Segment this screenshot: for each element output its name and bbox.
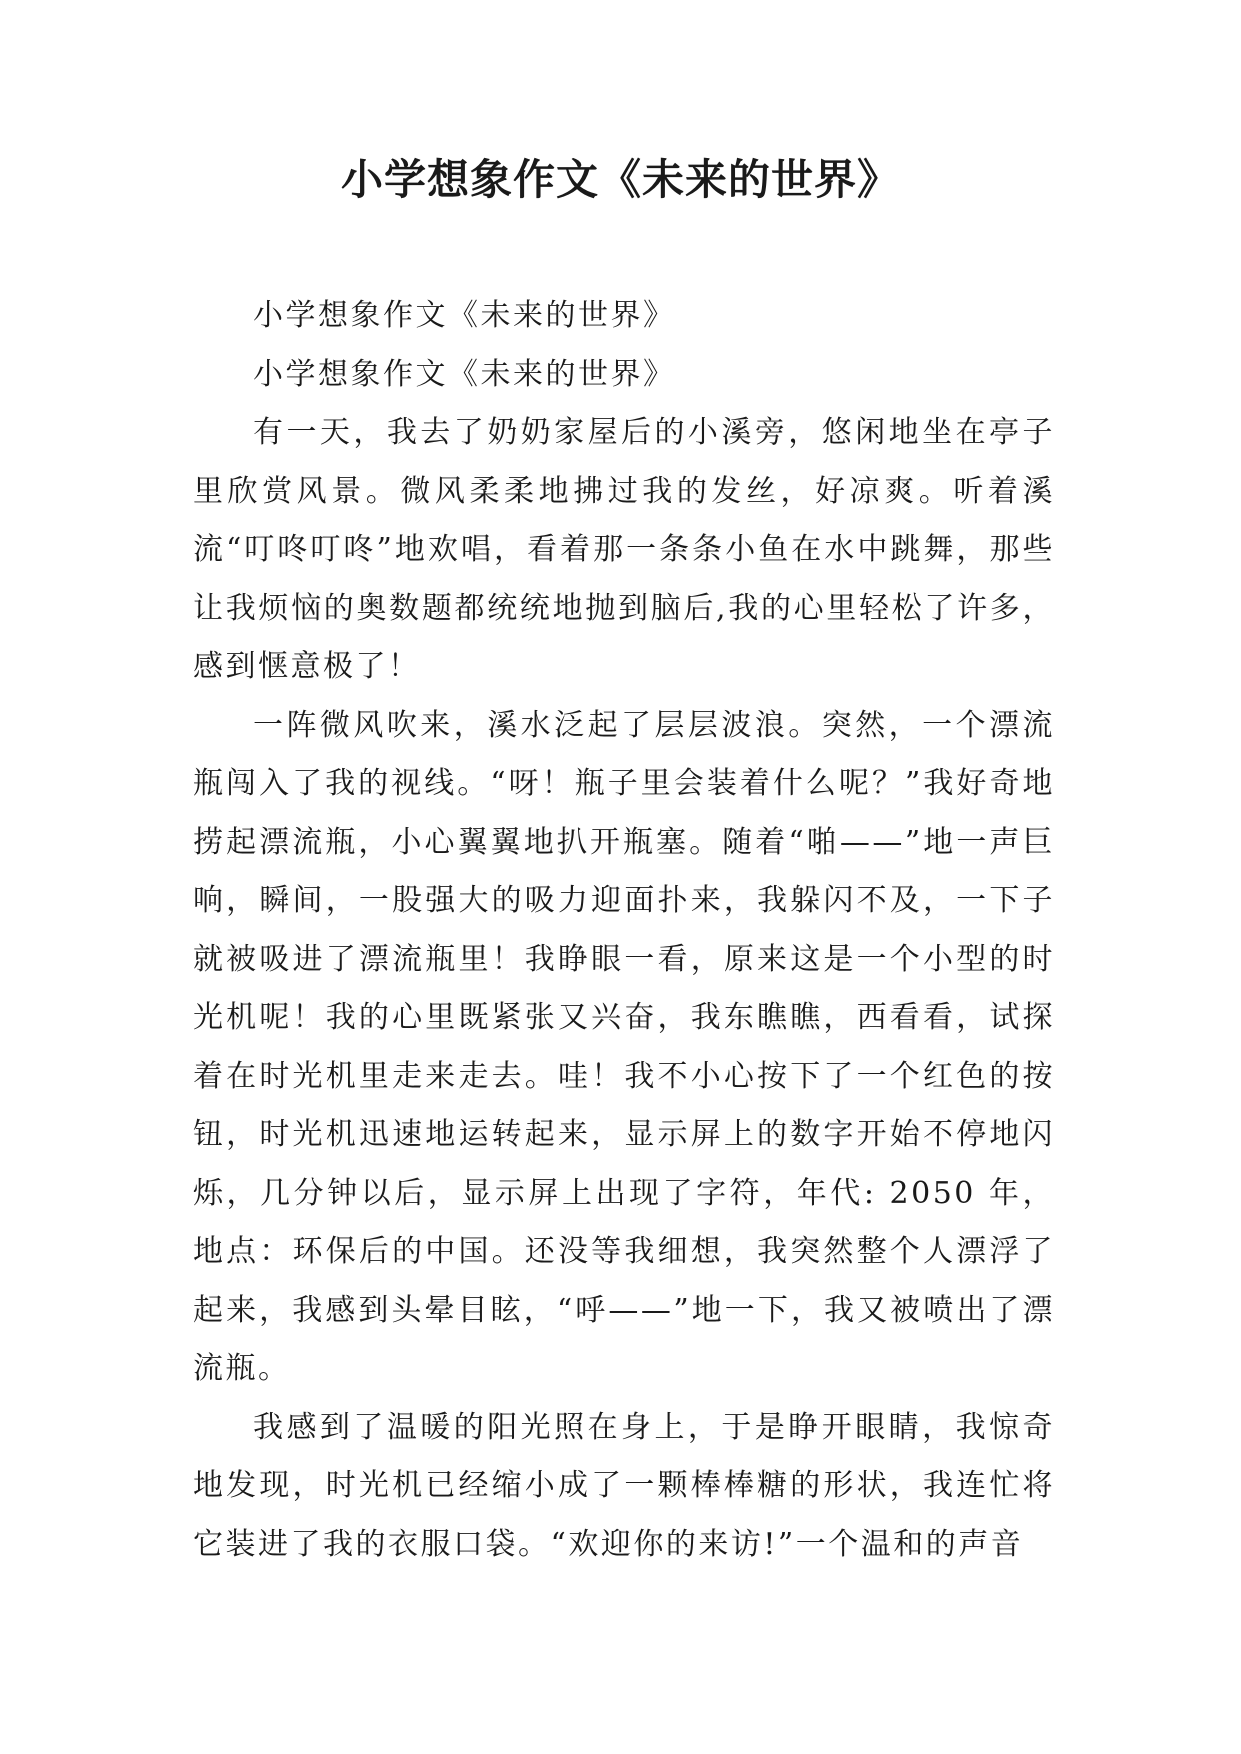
paragraph-3: 我感到了温暖的阳光照在身上，于是睁开眼睛，我惊奇地发现，时光机已经缩小成了一颗棒棒糖的形状，我连忙将它装进了我的衣服口袋。“欢迎你的来访!”一个温和的声音 (193, 1409, 1055, 1562)
document-title: 小学想象作文《未来的世界》 (340, 155, 900, 204)
paragraph-1: 有一天，我去了奶奶家屋后的小溪旁，悠闲地坐在亭子里欣赏风景。微风柔柔地拂过我的发丝，好凉爽。听着溪流“叮咚叮咚”地欢唱，看着那一条条小鱼在水中跳舞，那些让我烦恼的奥数题都统统地抛到脑后,我的心里轻松了许多，感到惬意极了！ (193, 415, 1055, 684)
document-body (193, 287, 1055, 1574)
paragraph-subtitle-1: 小学想象作文《未来的世界》 (253, 298, 676, 333)
paragraph-subtitle-2: 小学想象作文《未来的世界》 (253, 356, 676, 392)
paragraph-2: 一阵微风吹来，溪水泛起了层层波浪。突然，一个漂流瓶闯入了我的视线。“呀！瓶子里会装着什么呢？”我好奇地捞起漂流瓶，小心翼翼地扒开瓶塞。随着“啪——”地一声巨响，瞬间，一股强大的吸力迎面扑来，我躲闪不及，一下子就被吸进了漂流瓶里！我睁眼一看，原来这是一个小型的时光机呢！我的心里既紧张又兴奋，我东瞧瞧，西看看，试探着在时光机里走来走去。哇！我不小心按下了一个红色的按钮，时光机迅速地运转起来，显示屏上的数字开始不停地闪烁，几分钟以后，显示屏上出现了字符，年代: 2050 年，地点：环保后的中国。还没等我细想，我突然整个人漂浮了起来，我感到头晕目眩，“呼——”地一下，我又被喷出了漂流瓶。 (193, 707, 1055, 1386)
